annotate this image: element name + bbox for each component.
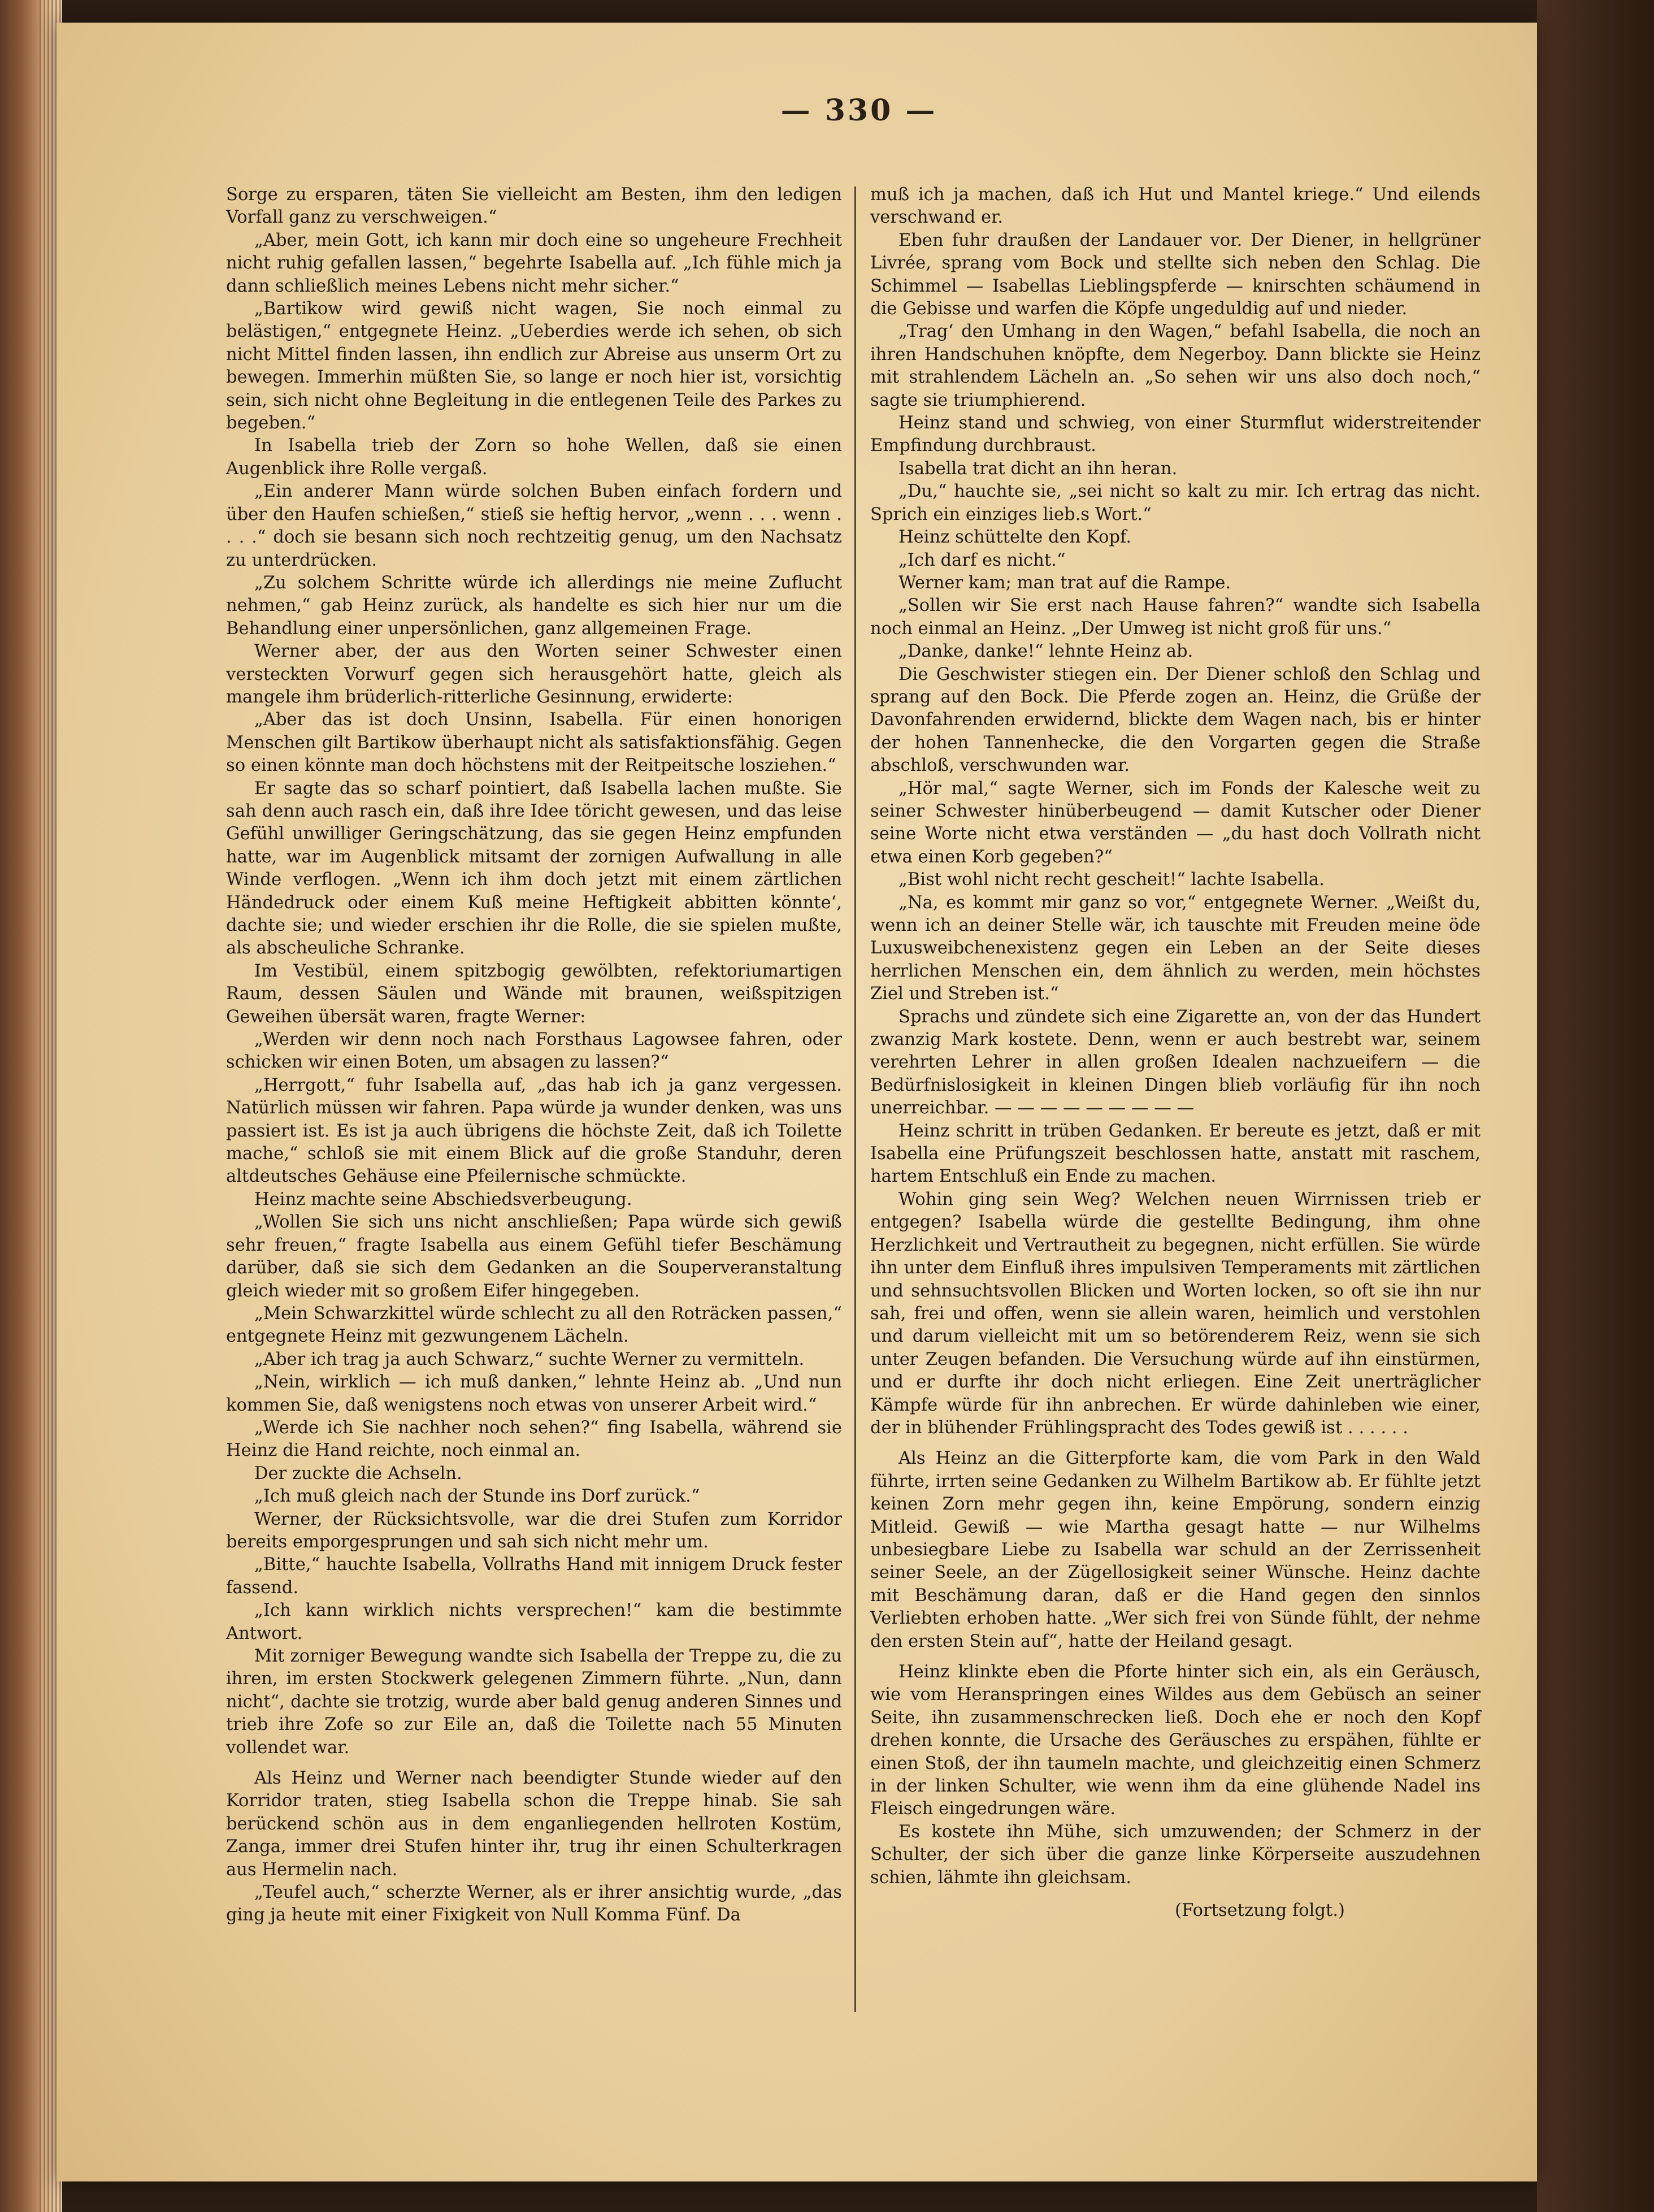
paragraph: Im Vestibül, einem spitzbogig gewölbten, refektoriumartigen Raum, dessen Säulen und Wände mit braunen, weißspitzigen Geweihen übersät waren, fragte Werner: bbox=[226, 961, 842, 1027]
paragraph: Er sagte das so scharf pointiert, daß Isabella lachen mußte. Sie sah denn auch rasch ein, daß ihre Idee töricht gewesen, und das leise Gefühl unwilliger Geringschätzung, das sie gegen Heinz empfunden hatte, war im Augenblick mitsamt der zornigen Aufwallung in alle Winde verflogen. „Wenn ich ihm doch jetzt mit einem zärtlichen Händedruck oder einem Kuß meine Heftigkeit abbitten könnte‘, dachte sie; und wieder erschien ihr die Rolle, die sie spielen mußte, als abscheuliche Schranke. bbox=[226, 778, 842, 958]
paragraph: „Ich darf es nicht.“ bbox=[898, 550, 1066, 570]
paragraph: Werner kam; man trat auf die Rampe. bbox=[898, 572, 1231, 593]
paragraph: „Teufel auch,“ scherzte Werner, als er ihrer ansichtig wurde, „das ging ja heute mit einer Fixigkeit von Null Komma Fünf. Da bbox=[226, 1883, 842, 1925]
book-spine-edge bbox=[0, 0, 62, 2212]
paragraph: Mit zorniger Bewegung wandte sich Isabella der Treppe zu, die zu ihren, im ersten Stockwerk gelegenen Zimmern führte. „Nun, dann nicht“, dachte sie trotzig, wurde aber bald genug anderen Sinnes und trieb ihre Zofe so zur Eile an, daß die Toilette nach 55 Minuten vollendet war. bbox=[226, 1646, 842, 1758]
background-shadow bbox=[1537, 0, 1654, 2212]
paragraph: „Aber ich trag ja auch Schwarz,“ suchte Werner zu vermitteln. bbox=[254, 1349, 805, 1369]
paragraph: „Trag‘ den Umhang in den Wagen,“ befahl Isabella, die noch an ihren Handschuhen knöpfte, dem Negerboy. Dann blickte sie Heinz mit strahlendem Lächeln an. „So sehen wir uns also doch noch,“ sagte sie triumphierend. bbox=[870, 322, 1481, 410]
paragraph: „Du,“ hauchte sie, „sei nicht so kalt zu mir. Ich ertrag das nicht. Sprich ein einziges lieb.s Wort.“ bbox=[870, 482, 1481, 524]
paragraph: „Bartikow wird gewiß nicht wagen, Sie noch einmal zu belästigen,“ entgegnete Heinz. „Ueberdies werde ich sehen, ob sich nicht Mittel finden lassen, ihn endlich zur Abreise aus unserm Ort zu bewegen. Immerhin müßten Sie, so lange er noch hier ist, vorsichtig sein, sich nicht ohne Begleitung in die entlegenen Teile des Parkes zu begeben.“ bbox=[226, 299, 842, 433]
paragraph: „Nein, wirklich — ich muß danken,“ lehnte Heinz ab. „Und nun kommen Sie, daß wenigstens noch etwas von unserer Arbeit wird.“ bbox=[226, 1372, 842, 1415]
paragraph: „Ein anderer Mann würde solchen Buben einfach fordern und über den Haufen schießen,“ stieß sie heftig hervor, „wenn . . . wenn . . . .“ doch sie besann sich noch rechtzeitig genug, um den Nachsatz zu unterdrücken. bbox=[226, 482, 842, 570]
paragraph: Wohin ging sein Weg? Welchen neuen Wirrnissen trieb er entgegen? Isabella würde die gestellte Bedingung, ihm ohne Herzlichkeit und Vertrautheit zu begegnen, nicht erfüllen. Sie würde ihn unter dem Einfluß ihres impulsiven Temperaments mit zärtlichen und sehnsuchtsvollen Blicken und Worten locken, so oft sie ihn nur sah, frei und offen, wenn sie allein waren, heimlich und verstohlen und darum vielleicht mit um so betörenderem Reiz, wenn sie sich unter Zeugen befanden. Die Versuchung würde auf ihn einstürmen, und er durfte ihr doch nicht erliegen. Eine Zeit unerträglicher Kämpfe würde für ihn anbrechen. Er würde dahinleben wie einer, der in blühender Frühlingspracht des Todes gewiß ist . . . . . . bbox=[870, 1189, 1481, 1438]
paragraph: Heinz machte seine Abschiedsverbeugung. bbox=[254, 1189, 632, 1209]
paragraph: „Na, es kommt mir ganz so vor,“ entgegnete Werner. „Weißt du, wenn ich an deiner Stelle wär, ich tauschte mit Freuden meine öde Luxusweibchenexistenz gegen ein Leben an der Seite dieses herrlichen Menschen ein, dem ähnlich zu werden, mein höchstes Ziel und Streben ist.“ bbox=[870, 892, 1481, 1004]
paragraph: „Werde ich Sie nachher noch sehen?“ fing Isabella, während sie Heinz die Hand reichte, noch einmal an. bbox=[226, 1417, 842, 1461]
left-column bbox=[226, 184, 842, 1927]
paragraph: Es kostete ihn Mühe, sich umzuwenden; der Schmerz in der Schulter, der sich über die ganze linke Körperseite auszudehnen schien, lähmte ihn gleichsam. bbox=[870, 1821, 1481, 1888]
paragraph: „Mein Schwarzkittel würde schlecht zu all den Roträcken passen,“ entgegnete Heinz mit gezwungenem Lächeln. bbox=[226, 1303, 842, 1347]
paragraph: Werner, der Rücksichtsvolle, war die drei Stufen zum Korridor bereits emporgesprungen und sah sich nicht mehr um. bbox=[226, 1509, 842, 1552]
paragraph: Heinz klinkte eben die Pforte hinter sich ein, als ein Geräusch, wie vom Heranspringen eines Wildes aus dem Gebüsch an seiner Seite, ihn zusammenschrecken ließ. Doch ehe er noch den Kopf drehen konnte, die Ursache des Geräusches zu erspähen, fühlte er einen Stoß, der ihn taumeln machte, und gleichzeitig einen Schmerz in der linken Schulter, wie wenn ihm da eine glühende Nadel ins Fleisch eingedrungen wäre. bbox=[870, 1662, 1481, 1819]
column-divider bbox=[854, 186, 856, 2012]
page-number: — 330 — bbox=[780, 93, 937, 128]
paragraph: „Sollen wir Sie erst nach Hause fahren?“ wandte sich Isabella noch einmal an Heinz. „Der Umweg ist nicht groß für uns.“ bbox=[870, 596, 1481, 639]
paragraph: Werner aber, der aus den Worten seiner Schwester einen versteckten Vorwurf gegen sich herausgehört hatte, gleich als mangele ihm brüderlich-ritterliche Gesinnung, erwiderte: bbox=[226, 641, 842, 707]
continuation-note: (Fortsetzung folgt.) bbox=[1175, 1901, 1345, 1921]
paragraph: „Wollen Sie sich uns nicht anschließen; Papa würde sich gewiß sehr freuen,“ fragte Isabella aus einem Gefühl tiefer Beschämung darüber, daß sie sich dem Gedanken an die Souperveranstaltung gleich wieder mit so großem Eifer hingegeben. bbox=[226, 1212, 842, 1301]
paragraph: „Aber das ist doch Unsinn, Isabella. Für einen honorigen Menschen gilt Bartikow überhaupt nicht als satisfaktionsfähig. Gegen so einen könnte man doch höchstens mit der Reitpeitsche losziehen.“ bbox=[226, 710, 842, 776]
paragraph: „Herrgott,“ fuhr Isabella auf, „das hab ich ja ganz vergessen. Natürlich müssen wir fahren. Papa würde ja wunder denken, was uns passiert ist. Es ist ja auch übrigens die höchste Zeit, daß ich Toilette mache,“ schloß sie mit einem Blick auf die große Standuhr, deren altdeutsches Gehäuse eine Pfeilernische schmückte. bbox=[226, 1075, 842, 1187]
paragraph: „Werden wir denn noch nach Forsthaus Lagowsee fahren, oder schicken wir einen Boten, um absagen zu lassen?“ bbox=[226, 1030, 842, 1073]
paragraph: Sorge zu ersparen, täten Sie vielleicht am Besten, ihm den ledigen Vorfall ganz zu verschweigen.“ bbox=[226, 185, 842, 228]
paragraph: „Ich kann wirklich nichts versprechen!“ kam die bestimmte Antwort. bbox=[226, 1601, 842, 1643]
paragraph: Sprachs und zündete sich eine Zigarette an, von der das Hundert zwanzig Mark kostete. Denn, wenn er auch bestrebt war, seinem verehrten Lehrer in allen großen Idealen nachzueifern — die Bedürfnislosigkeit in kleinen Dingen blieb vorläufig für ihn noch unerreichbar. — — — — — — — — — bbox=[870, 1007, 1481, 1118]
paragraph: In Isabella trieb der Zorn so hohe Wellen, daß sie einen Augenblick ihre Rolle vergaß. bbox=[226, 436, 842, 479]
paragraph: Der zuckte die Achseln. bbox=[254, 1463, 462, 1484]
paragraph: Die Geschwister stiegen ein. Der Diener schloß den Schlag und sprang auf den Bock. Die Pferde zogen an. Heinz, die Grüße der Davonfahrenden erwidernd, blickte dem Wagen nach, bis er hinter der hohen Tannenhecke, die den Vorgarten gegen die Straße abschloß, verschwunden war. bbox=[870, 664, 1481, 776]
paragraph: Eben fuhr draußen der Landauer vor. Der Diener, in hellgrüner Livrée, sprang vom Bock und stellte sich neben den Schlag. Die Schimmel — Isabellas Lieblingspferde — knirschten schäumend in die Gebisse und warfen die Köpfe ungeduldig auf und nieder. bbox=[870, 230, 1481, 319]
paragraph: „Bist wohl nicht recht gescheit!“ lachte Isabella. bbox=[898, 870, 1325, 890]
paragraph: „Hör mal,“ sagte Werner, sich im Fonds der Kalesche weit zu seiner Schwester hinüberbeugend — damit Kutscher oder Diener seine Worte nicht etwa verständen — „du hast doch Vollrath nicht etwa einen Korb gegeben?“ bbox=[870, 778, 1481, 867]
paragraph: Als Heinz an die Gitterpforte kam, die vom Park in den Wald führte, irrten seine Gedanken zu Wilhelm Bartikow ab. Er fühlte jetzt keinen Zorn mehr gegen ihn, keine Empörung, sondern einzig Mitleid. Gewiß — wie Martha gesagt hatte — nur Wilhelms unbesiegbare Liebe zu Isabella war schuld an der Zerrissenheit seiner Seele, an der Zügellosigkeit seiner Wünsche. Heinz dachte mit Beschämung daran, daß er die Hand gegen den sinnlos Verliebten erhoben hatte. „Wer sich frei von Sünde fühlt, der nehme den ersten Stein auf“, hatte der Heiland gesagt. bbox=[870, 1448, 1481, 1651]
paragraph: Isabella trat dicht an ihn heran. bbox=[898, 458, 1178, 479]
paragraph: Heinz stand und schwieg, von einer Sturmflut widerstreitender Empfindung durchbraust. bbox=[870, 413, 1481, 456]
paragraph: Heinz schritt in trüben Gedanken. Er bereute es jetzt, daß er mit Isabella eine Prüfungszeit beschlossen hatte, anstatt mit raschem, hartem Entschluß ein Ende zu machen. bbox=[870, 1121, 1481, 1187]
paragraph: muß ich ja machen, daß ich Hut und Mantel kriege.“ Und eilends verschwand er. bbox=[870, 185, 1481, 228]
paragraph: „Bitte,“ hauchte Isabella, Vollraths Hand mit innigem Druck fester fassend. bbox=[226, 1555, 842, 1598]
paragraph: Heinz schüttelte den Kopf. bbox=[898, 527, 1132, 548]
paragraph: „Aber, mein Gott, ich kann mir doch eine so ungeheure Frechheit nicht ruhig gefallen lassen,“ begehrte Isabella auf. „Ich fühle mich ja dann schließlich meines Lebens nicht mehr sicher.“ bbox=[226, 230, 842, 296]
right-column bbox=[870, 184, 1481, 1922]
paragraph: „Zu solchem Schritte würde ich allerdings nie meine Zuflucht nehmen,“ gab Heinz zurück, als handelte es sich hier nur um die Behandlung einer unpersönlichen, ganz allgemeinen Frage. bbox=[226, 572, 842, 639]
paragraph: „Danke, danke!“ lehnte Heinz ab. bbox=[898, 641, 1193, 662]
paragraph: „Ich muß gleich nach der Stunde ins Dorf zurück.“ bbox=[254, 1486, 700, 1507]
paragraph: Als Heinz und Werner nach beendigter Stunde wieder auf den Korridor traten, stieg Isabella schon die Treppe hinab. Sie sah berückend schön aus in dem enganliegenden hellroten Kostüm, Zanga, immer drei Stufen hinter ihr, trug ihr einen Schulterkragen aus Hermelin nach. bbox=[226, 1768, 842, 1880]
